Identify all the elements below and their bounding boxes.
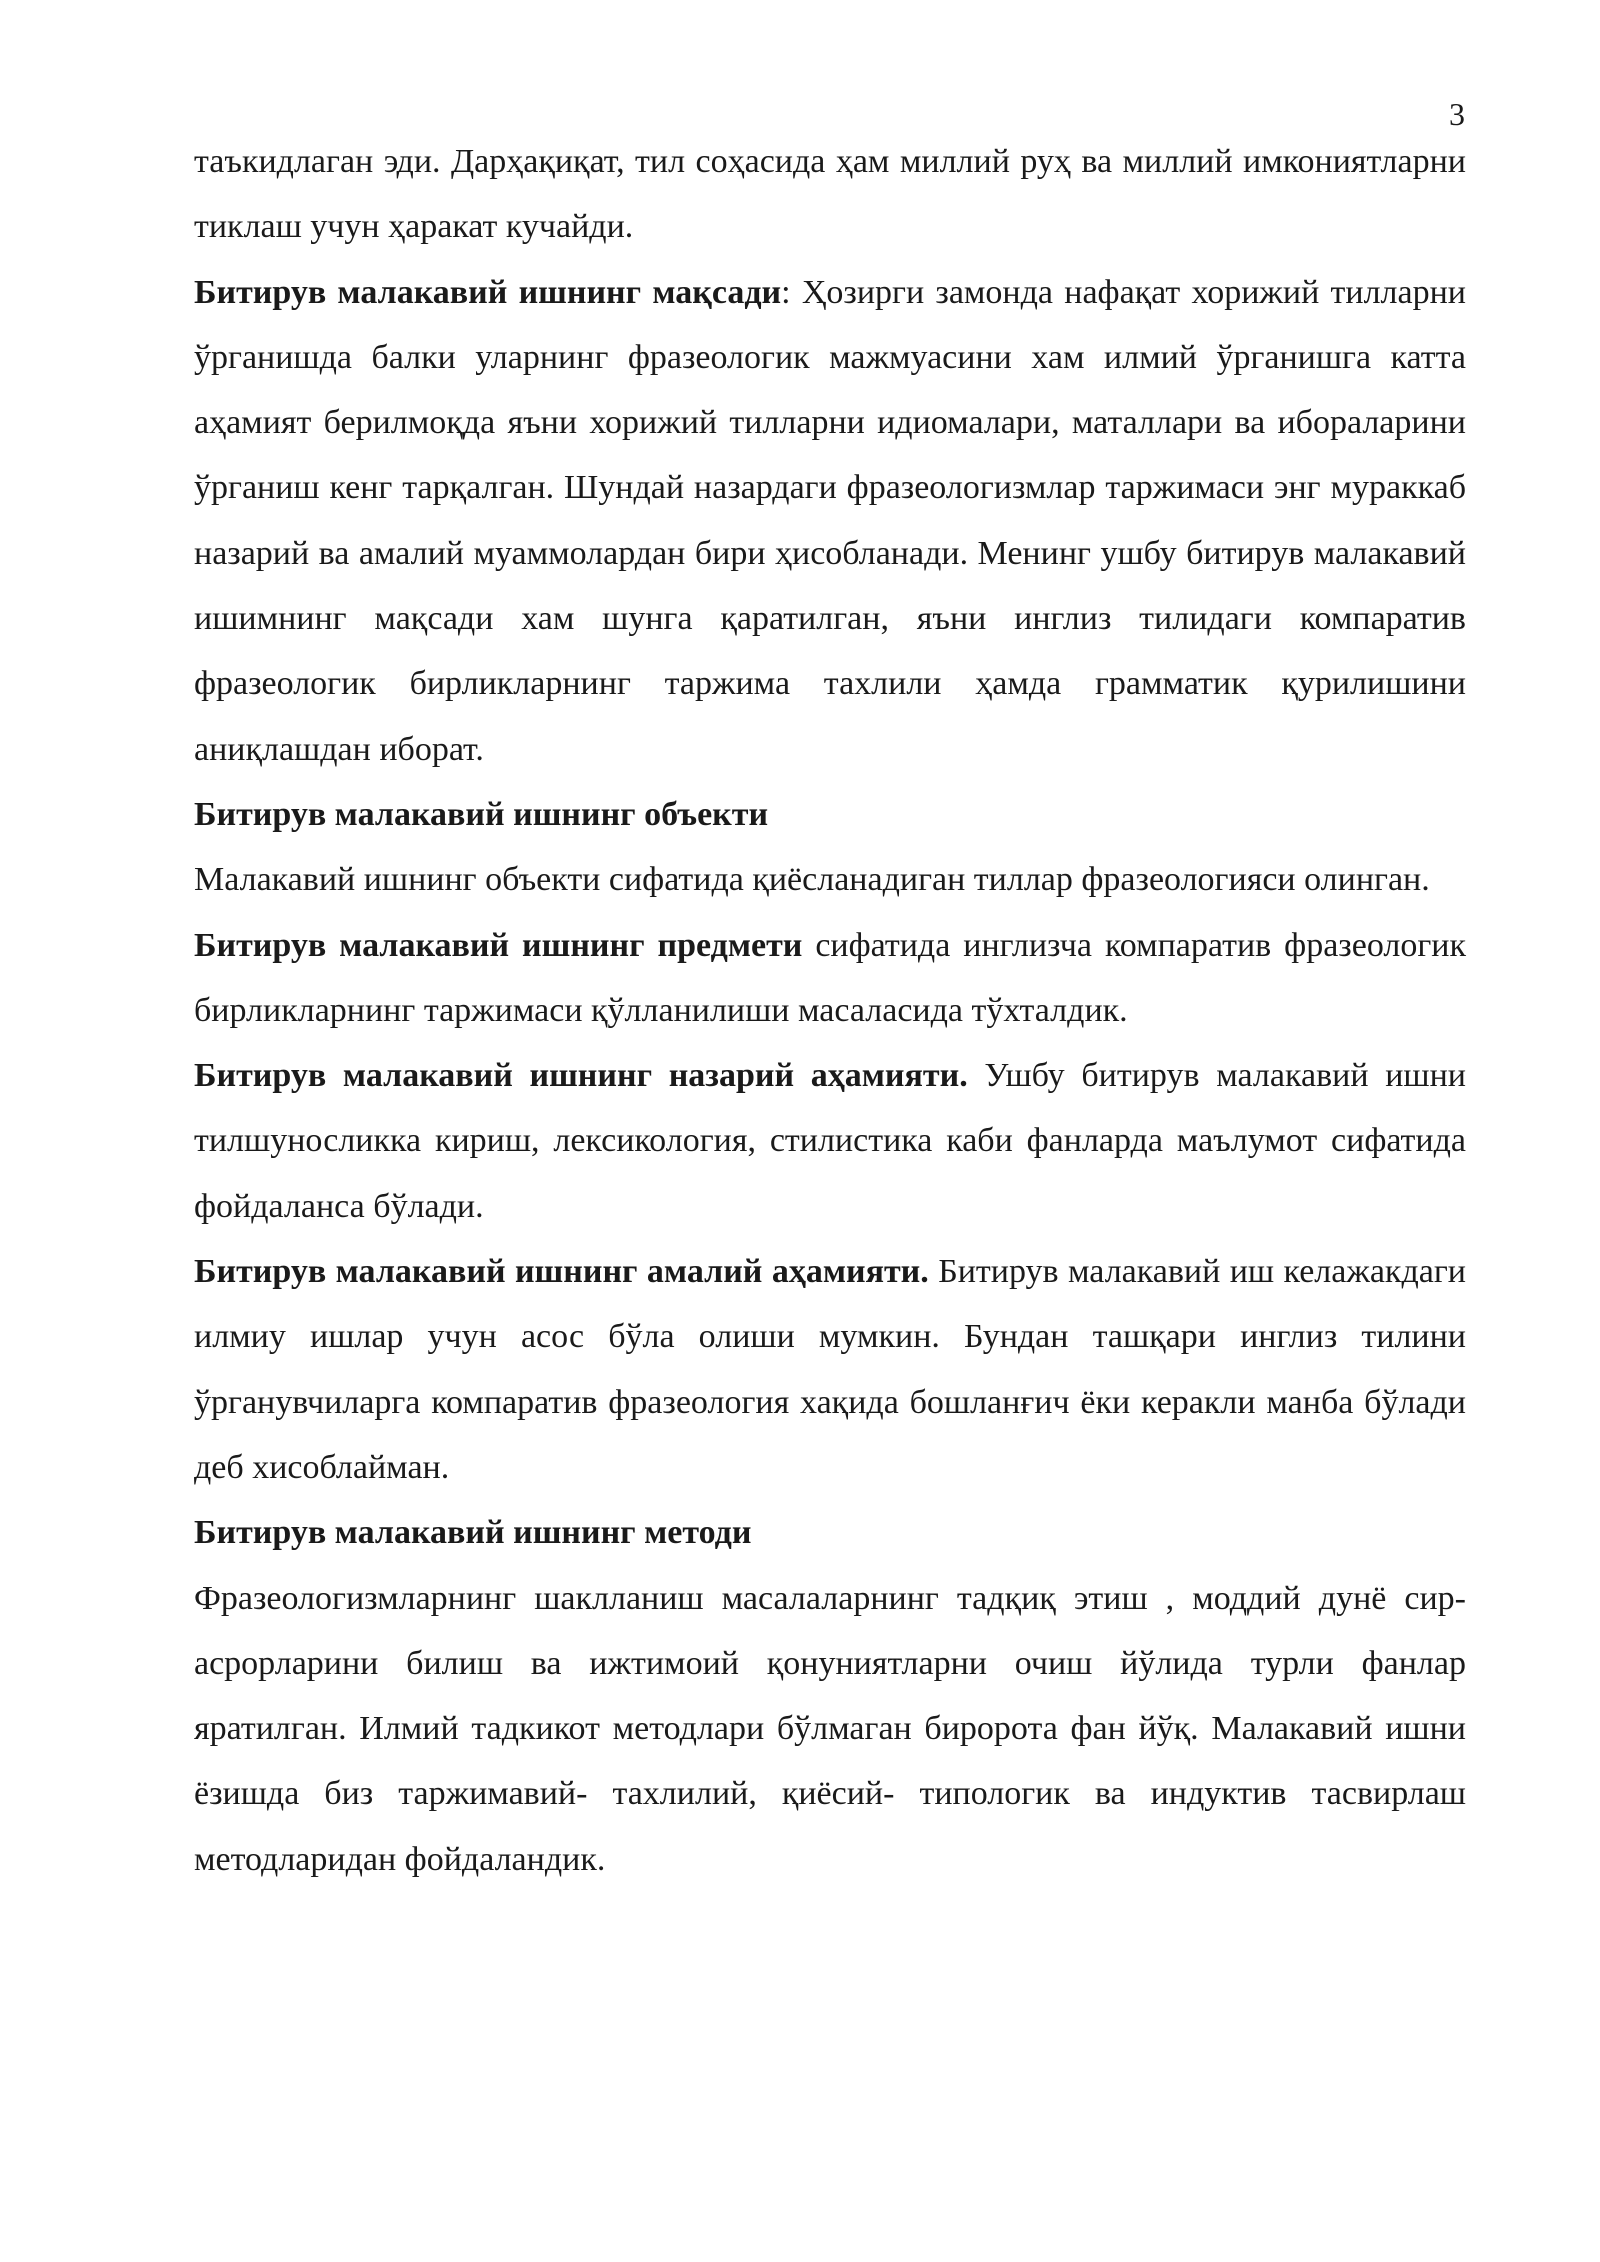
page-number: 3 [1449, 96, 1465, 132]
heading-object [194, 782, 1466, 847]
paragraph-object: Малакавий ишнинг объекти сифатида қиёсланадиган тиллар фразеологияси олинган. [194, 861, 1430, 899]
paragraph-practical-significance [194, 1239, 1466, 1500]
paragraph-theoretical-significance [194, 1043, 1466, 1239]
heading-method [194, 1500, 1466, 1565]
goal-text: : Ҳозирги замонда нафақат хорижий тилларни ўрганишда балки уларнинг фразеологик мажмуасини хам илмий ўрганишга катта аҳамият берилмоқда яъни хорижий тилларни идиомалари, маталлари ва ибораларини ўрганиш кенг тарқалган. Шундай назардаги фразеологизмлар таржимаси энг мураккаб назарий ва амалий муаммолардан бири ҳисобланади. Менинг ушбу битирув малакавий ишимнинг мақсади хам шунга қаратилган, яъни инглиз тилидаги компаратив фразеологик бирликларнинг таржима тахлили ҳамда грамматик қурилишини аниқлашдан иборат. [194, 273, 1466, 768]
paragraph-method: Фразеологизмларнинг шаклланиш масалаларнинг тадқиқ этиш , моддий дунё сир- асрорларини билиш ва ижтимоий қонуниятларни очиш йўлида турли фанлар яратилган. Илмий тадкикот методлари бўлмаган биророта фан йўқ. Малакавий ишни ёзишда биз таржимавий- тахлилий, қиёсий- типологик ва индуктив тасвирлаш методларидан фойдаландик. [194, 1579, 1466, 1878]
method-heading: Битирув малакавий ишнинг методи [194, 1514, 752, 1552]
object-heading: Битирув малакавий ишнинг объекти [194, 795, 769, 833]
goal-label: Битирув малакавий ишнинг мақсади [194, 273, 782, 311]
practical-label: Битирув малакавий ишнинг амалий аҳамияти. [194, 1253, 929, 1291]
theoretical-text: Ушбу битирув малакавий ишни тилшуносликка кириш, лексикология, стилистика каби фанларда маълумот сифатида фойдаланса бўлади. [194, 1057, 1466, 1225]
paragraph-subject [194, 913, 1466, 1044]
theoretical-label: Битирув малакавий ишнинг назарий аҳамияти. [194, 1057, 968, 1095]
subject-text: сифатида инглизча компаратив фразеологик бирликларнинг таржимаси қўлланилиши масаласида тўхталдик. [194, 926, 1466, 1029]
document-body [194, 129, 1466, 1892]
subject-label: Битирув малакавий ишнинг предмети [194, 926, 803, 964]
practical-text: Битирув малакавий иш келажакдаги илмиу ишлар учун асос бўла олиши мумкин. Бундан ташқари инглиз тилини ўрганувчиларга компаратив фразеология хақида бошланғич ёки керакли манба бўлади деб хисоблайман. [194, 1253, 1466, 1486]
paragraph-goal [194, 260, 1466, 782]
paragraph-intro: таъкидлаган эди. Дарҳақиқат, тил соҳасида ҳам миллий руҳ ва миллий имкониятларни тиклаш учун ҳаракат кучайди. [194, 143, 1466, 246]
